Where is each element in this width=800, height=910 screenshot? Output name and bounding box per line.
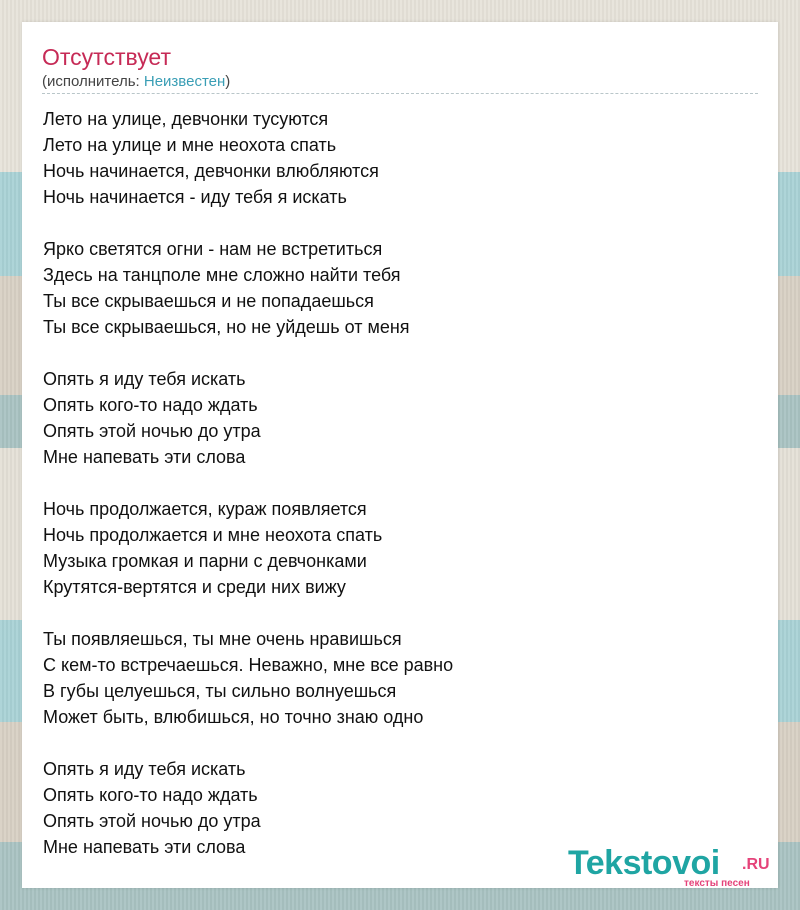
lyric-line: Лето на улице и мне неохота спать [43,135,337,155]
lyric-line: Может быть, влюбишься, но точно знаю одно [43,707,424,727]
lyric-line: Опять я иду тебя искать [43,369,246,389]
artist-link[interactable]: Неизвестен [143,73,226,90]
lyric-line: Ночь начинается, девчонки влюбляются [43,161,379,181]
lyric-line: Ты все скрываешься, но не уйдешь от меня [43,317,410,337]
lyric-line: С кем-то встречаешься. Неважно, мне все равно [43,655,454,675]
lyric-line: Опять я иду тебя искать [43,759,246,779]
lyric-line: Ты все скрываешься и не попадаешься [43,291,374,311]
byline-prefix: (исполнитель: [42,73,144,90]
lyric-line: Ты появляешься, ты мне очень нравишься [43,629,402,649]
lyric-line: Здесь на танцполе мне сложно найти тебя [43,265,401,285]
lyric-line: Опять кого-то надо ждать [43,785,258,805]
lyric-line: Опять кого-то надо ждать [43,395,258,415]
lyrics-stanza [43,106,759,210]
logo-brand-text: Tekstovoi [568,844,720,882]
lyric-line: В губы целуешься, ты сильно волнуешься [43,681,397,701]
lyrics-stanza [43,496,759,600]
lyrics-card [22,22,778,888]
song-title: Отсутствует [42,44,171,70]
lyric-line: Ярко светятся огни - нам не встретиться [43,239,383,259]
lyric-line: Крутятся-вертятся и среди них вижу [43,577,346,597]
lyric-line: Мне напевать эти слова [43,837,246,857]
lyric-line: Лето на улице, девчонки тусуются [43,109,329,129]
lyrics-stanza [43,236,759,340]
lyric-line: Ночь начинается - иду тебя я искать [43,187,347,207]
lyric-line: Опять этой ночью до утра [43,811,261,831]
header-divider [42,93,758,94]
lyrics-stanza [43,366,759,470]
lyric-line: Музыка громкая и парни с девчонками [43,551,367,571]
lyric-line: Мне напевать эти слова [43,447,246,467]
lyric-line: Опять этой ночью до утра [43,421,261,441]
logo-tagline: тексты песен [684,878,750,889]
logo-tld-text: .RU [742,856,770,873]
byline-suffix: ) [225,73,231,90]
lyrics-stanza [43,626,759,730]
artist-byline [42,73,230,91]
lyric-line: Ночь продолжается и мне неохота спать [43,525,383,545]
lyric-line: Ночь продолжается, кураж появляется [43,499,367,519]
lyrics-body [43,106,759,860]
site-logo[interactable] [568,844,778,888]
